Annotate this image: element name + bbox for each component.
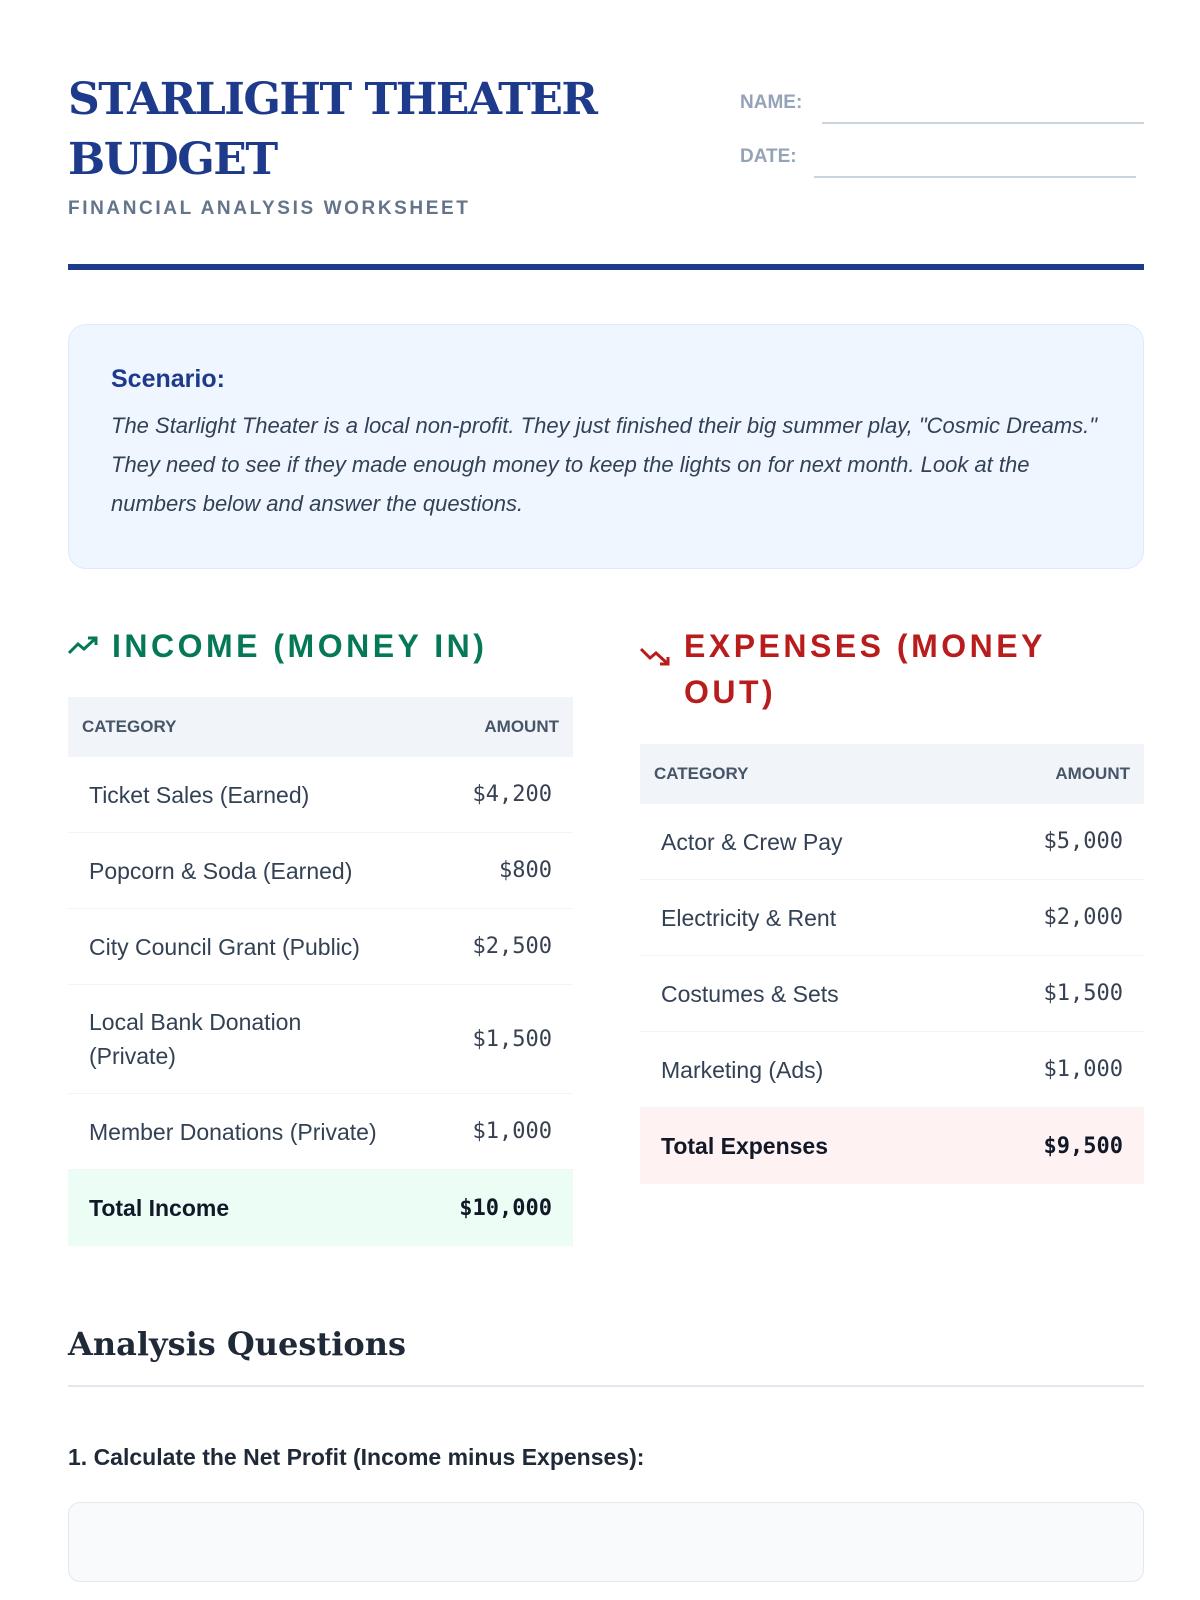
student-info bbox=[740, 70, 1144, 178]
category-cell: Local Bank Donation (Private) bbox=[89, 1009, 302, 1069]
table-row bbox=[68, 833, 573, 909]
total-label: Total Expenses bbox=[661, 1133, 829, 1159]
category-cell: Marketing (Ads) bbox=[661, 1056, 824, 1083]
expenses-heading bbox=[640, 623, 1144, 715]
amount-cell: $1,000 bbox=[472, 1119, 552, 1144]
category-cell: Costumes & Sets bbox=[661, 980, 839, 1007]
scenario-title: Scenario: bbox=[111, 365, 225, 393]
amount-cell: $5,000 bbox=[1043, 829, 1123, 854]
date-row bbox=[740, 124, 1144, 178]
expenses-heading-text: EXPENSES (MONEY OUT) bbox=[684, 628, 1046, 710]
header-divider bbox=[68, 264, 1144, 270]
date-label: DATE: bbox=[740, 146, 797, 167]
name-row bbox=[740, 70, 1144, 124]
amount-cell: $1,500 bbox=[1043, 981, 1123, 1006]
scenario-box bbox=[68, 324, 1144, 569]
analysis-title: Analysis Questions bbox=[68, 1325, 1144, 1387]
income-heading bbox=[68, 623, 578, 669]
total-label: Total Income bbox=[89, 1195, 230, 1221]
total-amount: $9,500 bbox=[1043, 1133, 1123, 1159]
expenses-table bbox=[640, 744, 1144, 1184]
table-row bbox=[640, 1032, 1144, 1108]
answer-1-field[interactable] bbox=[68, 1502, 1144, 1582]
amount-cell: $4,200 bbox=[472, 782, 552, 807]
income-heading-text: INCOME (MONEY IN) bbox=[112, 628, 488, 664]
date-field[interactable] bbox=[814, 142, 1136, 178]
category-cell: Member Donations (Private) bbox=[89, 1118, 377, 1145]
trending-up-icon bbox=[68, 623, 98, 669]
worksheet-header bbox=[68, 70, 1144, 270]
page-subtitle: FINANCIAL ANALYSIS WORKSHEET bbox=[68, 198, 471, 219]
income-table bbox=[68, 697, 573, 1246]
name-field[interactable] bbox=[822, 88, 1144, 124]
scenario-text: The Starlight Theater is a local non-profit. They just finished their big summer play, "Cosmic Dreams." They need to see if they made enough money to keep the lights on for next month. Look at the numbers below and answer the questions. bbox=[111, 413, 1098, 516]
table-row bbox=[68, 1094, 573, 1170]
column-header-category: CATEGORY bbox=[82, 717, 177, 736]
column-header-amount: AMOUNT bbox=[1055, 764, 1130, 783]
total-row bbox=[640, 1108, 1144, 1184]
question-1: 1. Calculate the Net Profit (Income minus Expenses): bbox=[68, 1444, 645, 1470]
name-label: NAME: bbox=[740, 92, 803, 113]
column-header-amount: AMOUNT bbox=[484, 717, 559, 736]
category-cell: Electricity & Rent bbox=[661, 904, 837, 931]
table-row bbox=[640, 880, 1144, 956]
amount-cell: $2,000 bbox=[1043, 905, 1123, 930]
trending-down-icon bbox=[640, 635, 670, 715]
amount-cell: $800 bbox=[499, 858, 552, 883]
column-header-category: CATEGORY bbox=[654, 764, 749, 783]
table-row bbox=[640, 804, 1144, 880]
table-row bbox=[68, 985, 573, 1094]
total-row bbox=[68, 1170, 573, 1246]
category-cell: City Council Grant (Public) bbox=[89, 933, 360, 960]
table-row bbox=[640, 956, 1144, 1032]
category-cell: Popcorn & Soda (Earned) bbox=[89, 857, 353, 884]
category-cell: Ticket Sales (Earned) bbox=[89, 781, 310, 808]
category-cell: Actor & Crew Pay bbox=[661, 828, 843, 855]
table-header bbox=[68, 697, 573, 757]
table-row bbox=[68, 909, 573, 985]
amount-cell: $1,000 bbox=[1043, 1057, 1123, 1082]
table-row bbox=[68, 757, 573, 833]
table-header bbox=[640, 744, 1144, 804]
page-title: STARLIGHT THEATER BUDGET bbox=[68, 74, 597, 185]
amount-cell: $2,500 bbox=[472, 934, 552, 959]
total-amount: $10,000 bbox=[459, 1195, 552, 1221]
amount-cell: $1,500 bbox=[472, 1026, 552, 1052]
